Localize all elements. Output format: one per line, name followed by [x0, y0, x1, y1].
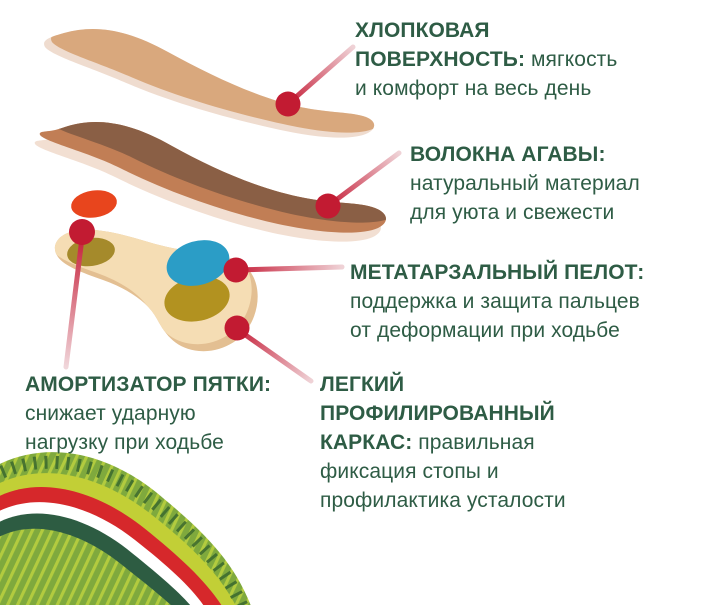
connector-agave [328, 153, 399, 206]
marker-dot-cotton [276, 92, 301, 117]
decorative-swoosh [0, 452, 251, 605]
cotton-layer-surface [51, 24, 381, 133]
label-heel-shock-absorber: АМОРТИЗАТОР ПЯТКИ: снижает ударную нагрузку при ходьбе [25, 373, 272, 454]
connector-pelot [236, 267, 342, 270]
label-metatarsal-pad: МЕТАТАРЗАЛЬНЫЙ ПЕЛОТ: поддержка и защита пальцев от деформации при ходьбе [350, 261, 645, 342]
label-cotton-surface: ХЛОПКОВАЯ ПОВЕРХНОСТЬ: мягкость и комфорт на весь день [355, 19, 618, 100]
toe-orange-pad [69, 187, 118, 220]
marker-dot-pelot [224, 258, 249, 283]
marker-dot-agave [316, 194, 341, 219]
label-agave-fibers: ВОЛОКНА АГАВЫ: натуральный материал для уюта и свежести [410, 143, 640, 224]
connector-cotton [288, 47, 353, 104]
marker-dot-frame [225, 316, 250, 341]
label-light-profiled-frame: ЛЕГКИЙ ПРОФИЛИРОВАННЫЙ КАРКАС: правильная фиксация стопы и профилактика усталости [320, 373, 566, 512]
marker-dot-heel [69, 219, 95, 245]
